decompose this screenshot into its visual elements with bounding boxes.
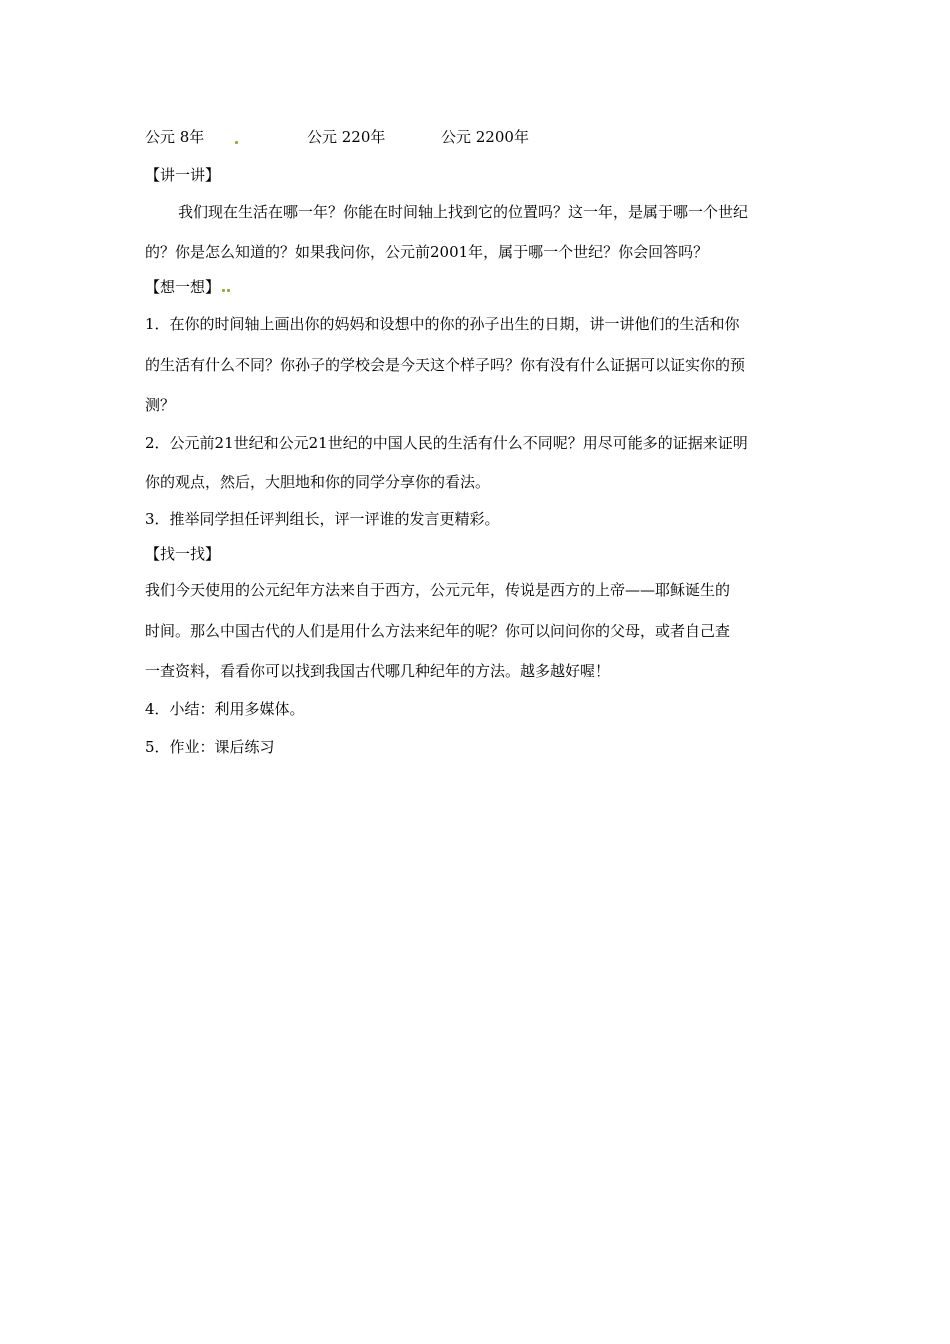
section-heading-talk: 【讲一讲】 bbox=[145, 166, 221, 184]
stray-mark bbox=[222, 289, 225, 292]
think-item-2-line-1: 2．公元前21世纪和公元21世纪的中国人民的生活有什么不同呢？用尽可能多的证据来证明 bbox=[145, 434, 748, 452]
think-item-1-line-1: 1．在你的时间轴上画出你的妈妈和设想中的你的孙子出生的日期，讲一讲他们的生活和你 bbox=[145, 315, 740, 333]
think-item-1-line-3: 测？ bbox=[145, 396, 176, 414]
timeline-item-2200: 公元 2200年 bbox=[441, 128, 529, 146]
find-paragraph-line-3: 一查资料，看看你可以找到我国古代哪几种纪年的方法。越多越好喔！ bbox=[145, 662, 611, 680]
think-item-1-line-2: 的生活有什么不同？你孙子的学校会是今天这个样子吗？你有没有什么证据可以证实你的预 bbox=[145, 356, 746, 374]
think-item-3-line-1: 3．推举同学担任评判组长，评一评谁的发言更精彩。 bbox=[145, 510, 500, 528]
find-paragraph-line-1: 我们今天使用的公元纪年方法来自于西方，公元元年，传说是西方的上帝——耶稣诞生的 bbox=[145, 581, 731, 599]
section-heading-think bbox=[145, 277, 835, 297]
talk-paragraph-line-2: 的？你是怎么知道的？如果我问你，公元前2001年，属于哪一个世纪？你会回答吗？ bbox=[145, 243, 709, 261]
stray-mark bbox=[227, 289, 230, 292]
timeline-item-220: 公元 220年 bbox=[307, 128, 386, 146]
stray-mark bbox=[233, 129, 238, 149]
summary-item-5: 5．作业：课后练习 bbox=[145, 738, 275, 756]
find-paragraph-line-2: 时间。那么中国古代的人们是用什么方法来纪年的呢？你可以问问你的父母，或者自己查 bbox=[145, 622, 731, 640]
think-item-2-line-2: 你的观点，然后，大胆地和你的同学分享你的看法。 bbox=[145, 473, 491, 491]
section-heading-think-text: 【想一想】 bbox=[145, 278, 221, 296]
section-heading-find: 【找一找】 bbox=[145, 545, 221, 563]
timeline-item-8: 公元 8年 bbox=[145, 128, 205, 146]
summary-item-4: 4．小结：利用多媒体。 bbox=[145, 700, 305, 718]
talk-paragraph-line-1: 我们现在生活在哪一年？你能在时间轴上找到它的位置吗？这一年，是属于哪一个世纪 bbox=[178, 203, 749, 221]
